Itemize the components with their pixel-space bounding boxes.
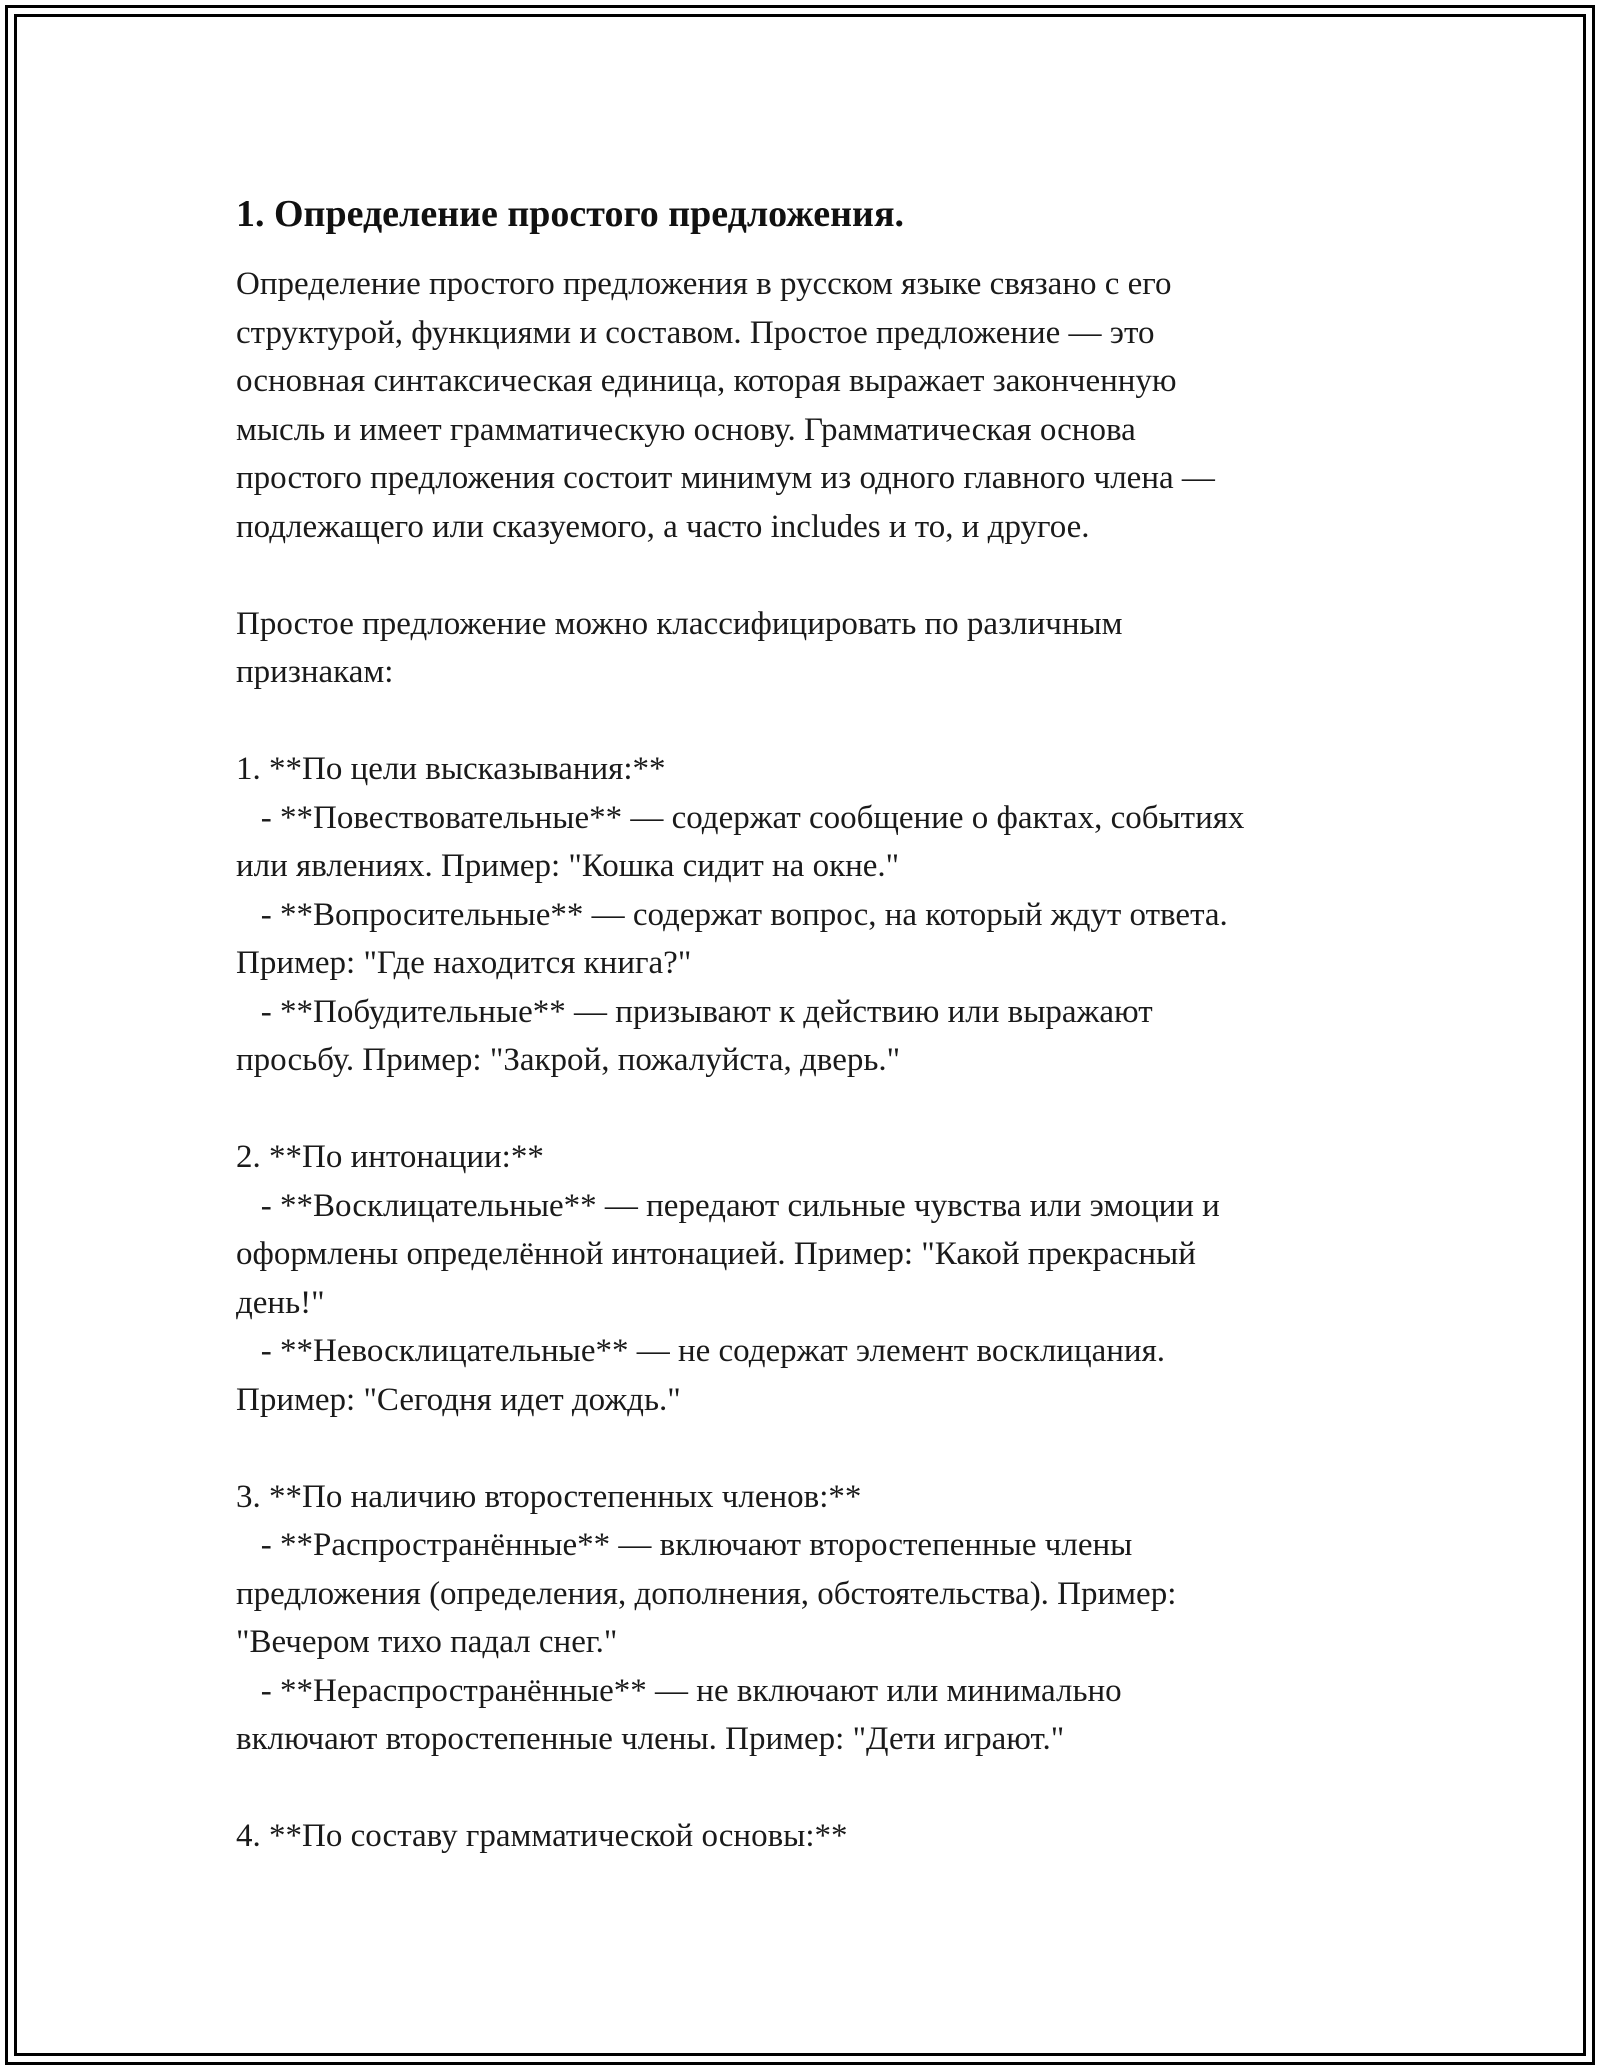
section-heading: 1. Определение простого предложения. — [236, 193, 905, 235]
body-text: Определение простого предложения в русском языке связано с его структурой, функциями и составом. Простое предложение — это основная синтаксическая единица, которая выражает законченную мысль и имеет грамматическую основу. Грамматическая основа простого предложения состоит минимум из одного главного члена — подлежащего или сказуемого, а часто includes и то, и другое. Простое предложение можно классифицировать по различным признакам: 1. **По цели высказывания:** - **Повествовательные** — содержат сообщение о фактах, событиях или явлениях. Пример: "Кошка сидит на окне." - **Вопросительные** — содержат вопрос, на который ждут ответа. Пример: "Где находится книга?" - **Побудительные** — призывают к действию или выражают просьбу. Пример: "Закрой, пожалуйста, дверь." 2. **По интонации:** - **Восклицательные** — передают сильные чувства или эмоции и оформлены определённой интонацией. Пример: "Какой прекрасный день!" - **Невосклицательные** — не содержат элемент восклицания. Пример: "Сегодня идет дождь." 3. **По наличию второстепенных членов:** - **Распространённые** — включают второстепенные члены предложения (определения, дополнения, обстоятельства). Пример: "Вечером тихо падал снег." - **Нераспространённые** — не включают или минимально включают второстепенные члены. Пример: "Дети играют." 4. **По составу грамматической основы:** — [236, 266, 1245, 1854]
document-content — [236, 186, 1416, 1861]
